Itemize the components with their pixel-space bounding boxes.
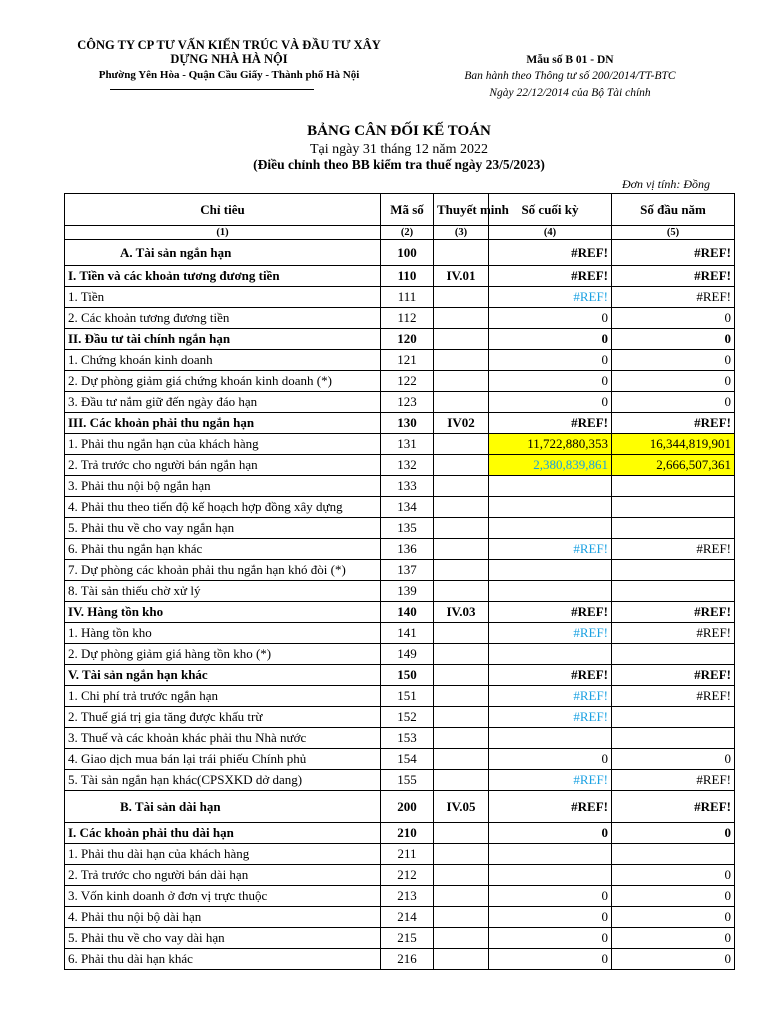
row-note xyxy=(434,581,489,602)
header-start-of-year: Số đầu năm xyxy=(612,194,735,226)
table-row xyxy=(65,949,735,970)
row-start-value: 0 xyxy=(612,928,735,949)
row-code: 212 xyxy=(381,865,434,886)
company-address: Phường Yên Hòa - Quận Cầu Giấy - Thành phố Hà Nội xyxy=(98,69,360,81)
row-code: 149 xyxy=(381,644,434,665)
row-end-value: #REF! xyxy=(489,665,612,686)
row-note xyxy=(434,434,489,455)
row-label: III. Các khoản phải thu ngắn hạn xyxy=(65,413,381,434)
row-note xyxy=(434,707,489,728)
row-start-value: 0 xyxy=(612,329,735,350)
row-label: 2. Dự phòng giảm giá hàng tồn kho (*) xyxy=(65,644,381,665)
row-note xyxy=(434,560,489,581)
row-label: 3. Phải thu nội bộ ngắn hạn xyxy=(65,476,381,497)
row-start-value: 0 xyxy=(612,886,735,907)
row-label: 2. Trả trước cho người bán dài hạn xyxy=(65,865,381,886)
row-start-value: #REF! xyxy=(612,539,735,560)
row-code: 123 xyxy=(381,392,434,413)
row-note xyxy=(434,497,489,518)
row-code: 140 xyxy=(381,602,434,623)
row-end-value: 0 xyxy=(489,949,612,970)
table-row xyxy=(65,686,735,707)
row-start-value: #REF! xyxy=(612,287,735,308)
row-label: IV. Hàng tồn kho xyxy=(65,602,381,623)
row-note xyxy=(434,518,489,539)
row-end-value: 0 xyxy=(489,329,612,350)
row-label: I. Tiền và các khoản tương đương tiền xyxy=(65,266,381,287)
row-label: I. Các khoản phải thu dài hạn xyxy=(65,823,381,844)
row-end-value: 0 xyxy=(489,371,612,392)
row-note: IV.01 xyxy=(434,266,489,287)
row-start-value: 0 xyxy=(612,865,735,886)
row-label: 5. Phải thu về cho vay dài hạn xyxy=(65,928,381,949)
table-row xyxy=(65,665,735,686)
row-note xyxy=(434,886,489,907)
row-end-value: #REF! xyxy=(489,413,612,434)
row-label: V. Tài sản ngắn hạn khác xyxy=(65,665,381,686)
form-issued-by: Ban hành theo Thông tư số 200/2014/TT-BTC xyxy=(464,70,676,82)
table-row xyxy=(65,266,735,287)
row-label: 2. Các khoản tương đương tiền xyxy=(65,308,381,329)
index-cell: (2) xyxy=(381,226,434,240)
row-end-value: 0 xyxy=(489,392,612,413)
row-label: 2. Dự phòng giảm giá chứng khoán kinh doanh (*) xyxy=(65,371,381,392)
row-note xyxy=(434,350,489,371)
row-note xyxy=(434,287,489,308)
row-start-value: 0 xyxy=(612,907,735,928)
row-note xyxy=(434,455,489,476)
index-cell: (5) xyxy=(612,226,735,240)
row-code: 141 xyxy=(381,623,434,644)
row-start-value xyxy=(612,644,735,665)
table-row xyxy=(65,623,735,644)
row-code: 214 xyxy=(381,907,434,928)
row-label: 3. Vốn kinh doanh ở đơn vị trực thuộc xyxy=(65,886,381,907)
row-start-value: 16,344,819,901 xyxy=(612,434,735,455)
currency-unit: Đơn vị tính: Đồng xyxy=(621,177,710,191)
row-label: 1. Hàng tồn kho xyxy=(65,623,381,644)
table-row xyxy=(65,455,735,476)
row-code: 152 xyxy=(381,707,434,728)
row-start-value xyxy=(612,497,735,518)
row-note xyxy=(434,907,489,928)
row-end-value: #REF! xyxy=(489,539,612,560)
row-end-value: #REF! xyxy=(489,623,612,644)
row-code: 151 xyxy=(381,686,434,707)
header-indicator: Chỉ tiêu xyxy=(65,194,381,226)
row-note xyxy=(434,770,489,791)
row-start-value: #REF! xyxy=(612,791,735,823)
table-row xyxy=(65,476,735,497)
row-end-value: #REF! xyxy=(489,266,612,287)
header-divider xyxy=(110,89,314,90)
row-code: 200 xyxy=(381,791,434,823)
report-title: BẢNG CÂN ĐỐI KẾ TOÁN xyxy=(307,123,491,139)
table-row xyxy=(65,602,735,623)
row-code: 153 xyxy=(381,728,434,749)
row-note xyxy=(434,476,489,497)
row-note xyxy=(434,329,489,350)
row-code: 154 xyxy=(381,749,434,770)
row-note xyxy=(434,392,489,413)
row-label: 3. Thuế và các khoản khác phải thu Nhà nước xyxy=(65,728,381,749)
row-code: 210 xyxy=(381,823,434,844)
row-end-value: #REF! xyxy=(489,287,612,308)
row-end-value xyxy=(489,518,612,539)
table-row xyxy=(65,539,735,560)
row-code: 215 xyxy=(381,928,434,949)
row-label: 4. Phải thu nội bộ dài hạn xyxy=(65,907,381,928)
row-start-value: 0 xyxy=(612,392,735,413)
row-end-value xyxy=(489,644,612,665)
row-note xyxy=(434,749,489,770)
row-label: 7. Dự phòng các khoản phải thu ngắn hạn khó đòi (*) xyxy=(65,560,381,581)
table-row xyxy=(65,434,735,455)
row-code: 211 xyxy=(381,844,434,865)
row-start-value: #REF! xyxy=(612,623,735,644)
row-code: 133 xyxy=(381,476,434,497)
row-note xyxy=(434,823,489,844)
index-cell: (1) xyxy=(65,226,381,240)
row-label: 5. Phải thu về cho vay ngắn hạn xyxy=(65,518,381,539)
row-end-value: 0 xyxy=(489,749,612,770)
row-start-value xyxy=(612,518,735,539)
row-end-value: 0 xyxy=(489,907,612,928)
row-note xyxy=(434,686,489,707)
table-row xyxy=(65,392,735,413)
row-end-value: 0 xyxy=(489,928,612,949)
table-row xyxy=(65,308,735,329)
row-note: IV.05 xyxy=(434,791,489,823)
table-row xyxy=(65,928,735,949)
row-code: 216 xyxy=(381,949,434,970)
row-start-value xyxy=(612,476,735,497)
row-end-value: 11,722,880,353 xyxy=(489,434,612,455)
row-start-value: #REF! xyxy=(612,665,735,686)
row-end-value xyxy=(489,476,612,497)
row-code: 110 xyxy=(381,266,434,287)
row-end-value: 0 xyxy=(489,823,612,844)
row-start-value xyxy=(612,844,735,865)
row-code: 100 xyxy=(381,240,434,266)
row-label: A. Tài sản ngắn hạn xyxy=(65,240,381,266)
row-start-value: 2,666,507,361 xyxy=(612,455,735,476)
row-note xyxy=(434,844,489,865)
row-end-value xyxy=(489,560,612,581)
row-code: 131 xyxy=(381,434,434,455)
row-start-value xyxy=(612,728,735,749)
row-start-value: 0 xyxy=(612,749,735,770)
row-code: 135 xyxy=(381,518,434,539)
row-start-value: 0 xyxy=(612,371,735,392)
header-code: Mã số xyxy=(381,194,434,226)
row-note xyxy=(434,623,489,644)
table-row xyxy=(65,518,735,539)
row-end-value xyxy=(489,844,612,865)
table-header-row xyxy=(65,194,735,226)
report-date: Tại ngày 31 tháng 12 năm 2022 xyxy=(309,142,489,157)
report-adjustment-note: (Điều chỉnh theo BB kiểm tra thuế ngày 23/5/2023) xyxy=(253,157,545,172)
table-row xyxy=(65,497,735,518)
table-row xyxy=(65,560,735,581)
row-label: 2. Trả trước cho người bán ngắn hạn xyxy=(65,455,381,476)
table-row xyxy=(65,886,735,907)
row-end-value: 0 xyxy=(489,886,612,907)
row-start-value: 0 xyxy=(612,350,735,371)
row-start-value: #REF! xyxy=(612,413,735,434)
table-row xyxy=(65,644,735,665)
row-end-value: 2,380,839,861 xyxy=(489,455,612,476)
index-cell: (4) xyxy=(489,226,612,240)
row-code: 134 xyxy=(381,497,434,518)
table-row xyxy=(65,413,735,434)
row-code: 112 xyxy=(381,308,434,329)
row-code: 111 xyxy=(381,287,434,308)
table-row xyxy=(65,749,735,770)
row-note xyxy=(434,644,489,665)
row-note xyxy=(434,539,489,560)
row-label: 1. Chi phí trả trước ngắn hạn xyxy=(65,686,381,707)
row-code: 130 xyxy=(381,413,434,434)
row-end-value xyxy=(489,581,612,602)
row-note xyxy=(434,665,489,686)
row-code: 137 xyxy=(381,560,434,581)
row-start-value: #REF! xyxy=(612,240,735,266)
row-label: II. Đầu tư tài chính ngắn hạn xyxy=(65,329,381,350)
row-label: 5. Tài sản ngắn hạn khác(CPSXKD dở dang) xyxy=(65,770,381,791)
row-end-value: 0 xyxy=(489,308,612,329)
row-note xyxy=(434,371,489,392)
row-end-value xyxy=(489,865,612,886)
row-label: 4. Phải thu theo tiến độ kế hoạch hợp đồng xây dựng xyxy=(65,497,381,518)
table-row xyxy=(65,371,735,392)
row-start-value: 0 xyxy=(612,823,735,844)
index-cell: (3) xyxy=(434,226,489,240)
row-label: 6. Phải thu ngắn hạn khác xyxy=(65,539,381,560)
row-label: 4. Giao dịch mua bán lại trái phiếu Chính phủ xyxy=(65,749,381,770)
row-start-value: #REF! xyxy=(612,266,735,287)
row-code: 122 xyxy=(381,371,434,392)
table-row xyxy=(65,865,735,886)
table-row xyxy=(65,823,735,844)
table-row xyxy=(65,287,735,308)
row-end-value: #REF! xyxy=(489,602,612,623)
table-row xyxy=(65,329,735,350)
row-code: 155 xyxy=(381,770,434,791)
table-row xyxy=(65,581,735,602)
row-start-value xyxy=(612,707,735,728)
row-note xyxy=(434,865,489,886)
row-start-value: 0 xyxy=(612,949,735,970)
row-end-value: #REF! xyxy=(489,707,612,728)
row-code: 121 xyxy=(381,350,434,371)
balance-sheet-table xyxy=(64,193,735,970)
row-note: IV.03 xyxy=(434,602,489,623)
row-note xyxy=(434,240,489,266)
row-start-value xyxy=(612,581,735,602)
row-end-value: #REF! xyxy=(489,686,612,707)
row-label: 8. Tài sản thiếu chờ xử lý xyxy=(65,581,381,602)
table-row xyxy=(65,707,735,728)
row-label: 1. Tiền xyxy=(65,287,381,308)
row-start-value: #REF! xyxy=(612,686,735,707)
row-note xyxy=(434,949,489,970)
header-note: Thuyết minh xyxy=(434,194,489,226)
row-start-value: #REF! xyxy=(612,770,735,791)
row-end-value xyxy=(489,497,612,518)
row-end-value: 0 xyxy=(489,350,612,371)
table-index-row xyxy=(65,226,735,240)
form-code: Mẫu số B 01 - DN xyxy=(526,54,614,66)
table-row xyxy=(65,728,735,749)
row-code: 213 xyxy=(381,886,434,907)
row-start-value: #REF! xyxy=(612,602,735,623)
row-code: 132 xyxy=(381,455,434,476)
company-name: CÔNG TY CP TƯ VẤN KIẾN TRÚC VÀ ĐẦU TƯ XÂY DỰNG NHÀ HÀ NỘI xyxy=(77,38,381,66)
row-label: 1. Phải thu dài hạn của khách hàng xyxy=(65,844,381,865)
row-note xyxy=(434,728,489,749)
table-row xyxy=(65,350,735,371)
row-start-value: 0 xyxy=(612,308,735,329)
row-note xyxy=(434,928,489,949)
row-end-value: #REF! xyxy=(489,770,612,791)
header-end-of-period: Số cuối kỳ xyxy=(489,194,612,226)
row-label: 3. Đầu tư nắm giữ đến ngày đáo hạn xyxy=(65,392,381,413)
row-end-value xyxy=(489,728,612,749)
row-code: 120 xyxy=(381,329,434,350)
row-code: 150 xyxy=(381,665,434,686)
row-end-value: #REF! xyxy=(489,791,612,823)
row-note: IV02 xyxy=(434,413,489,434)
row-label: 2. Thuế giá trị gia tăng được khấu trừ xyxy=(65,707,381,728)
table-row xyxy=(65,791,735,823)
row-code: 136 xyxy=(381,539,434,560)
row-label: 1. Phải thu ngắn hạn của khách hàng xyxy=(65,434,381,455)
table-row xyxy=(65,770,735,791)
row-end-value: #REF! xyxy=(489,240,612,266)
row-label: 6. Phải thu dài hạn khác xyxy=(65,949,381,970)
row-label: 1. Chứng khoán kinh doanh xyxy=(65,350,381,371)
row-start-value xyxy=(612,560,735,581)
table-row xyxy=(65,907,735,928)
row-note xyxy=(434,308,489,329)
row-code: 139 xyxy=(381,581,434,602)
table-row xyxy=(65,844,735,865)
table-row xyxy=(65,240,735,266)
form-issue-date: Ngày 22/12/2014 của Bộ Tài chính xyxy=(489,87,651,99)
row-label: B. Tài sản dài hạn xyxy=(65,791,381,823)
